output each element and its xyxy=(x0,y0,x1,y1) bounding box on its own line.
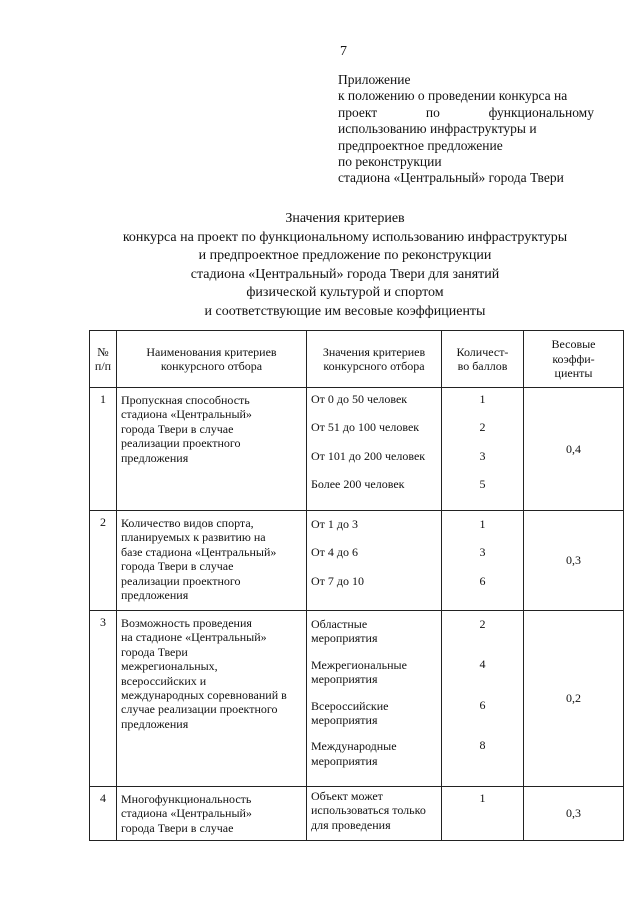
appendix-header xyxy=(338,72,594,187)
value-line: мероприятия xyxy=(311,753,378,768)
name-line: предложения xyxy=(121,450,189,465)
row-number: 2 xyxy=(90,511,117,611)
page-number: 7 xyxy=(340,44,347,59)
name-line: предложения xyxy=(121,716,189,731)
appendix-justified-line xyxy=(338,105,594,121)
criterion-points xyxy=(442,787,524,841)
name-line: города Твери в случае xyxy=(121,421,234,436)
name-line: стадиона «Центральный» xyxy=(121,806,252,821)
value-item: От 7 до 10 xyxy=(311,573,365,588)
name-line: планируемых к развитию на xyxy=(121,530,266,545)
row-number: 1 xyxy=(90,388,117,511)
table-row xyxy=(90,611,624,787)
title-line: физической культурой и спортом xyxy=(246,285,444,300)
value-line: Международные xyxy=(311,739,397,754)
weight-value: 0,2 xyxy=(524,611,624,787)
value-item: Более 200 человек xyxy=(311,477,405,492)
row-number: 3 xyxy=(90,611,117,787)
value-item xyxy=(307,739,441,768)
name-line: на стадионе «Центральный» xyxy=(121,630,267,645)
appendix-line: к положению о проведении конкурса на xyxy=(338,88,568,104)
name-line: города Твери в случае xyxy=(121,820,234,835)
table-row xyxy=(90,787,624,841)
header-no xyxy=(90,331,117,388)
criterion-values xyxy=(307,611,442,787)
title-line: и соответствующие им весовые коэффициенты xyxy=(204,303,486,319)
header-text: п/п xyxy=(94,359,112,373)
criterion-values xyxy=(307,511,442,611)
name-line: международных соревнований в xyxy=(121,688,287,703)
header-text: Количест- xyxy=(456,344,509,359)
appendix-line: стадиона «Центральный» города Твери xyxy=(338,170,564,186)
criterion-values xyxy=(307,787,442,841)
value-item: От 4 до 6 xyxy=(311,545,359,560)
title-line: конкурса на проект по функциональному использованию инфраструктуры xyxy=(122,229,568,245)
points-item: 6 xyxy=(479,697,486,712)
value-item: От 0 до 50 человек xyxy=(311,392,408,406)
value-item: От 101 до 200 человек xyxy=(311,448,426,463)
criterion-name xyxy=(117,511,307,611)
header-text: циенты xyxy=(554,366,593,381)
name-line: реализации проектного xyxy=(121,436,241,451)
header-text: Значения критериев xyxy=(322,344,426,359)
header-text: во баллов xyxy=(457,359,508,373)
criterion-values xyxy=(307,388,442,511)
appendix-line: Приложение xyxy=(338,72,411,87)
value-line: мероприятия xyxy=(311,713,378,728)
name-line: города Твери xyxy=(121,644,188,659)
value-line: Межрегиональные xyxy=(311,657,407,672)
criterion-points xyxy=(442,388,524,511)
weight-value: 0,4 xyxy=(524,388,624,511)
table-header-row xyxy=(90,331,624,388)
name-line: базе стадиона «Центральный» xyxy=(121,544,277,559)
appendix-word: проект xyxy=(338,104,378,120)
header-points xyxy=(442,331,524,388)
name-line: межрегиональных, xyxy=(121,659,218,674)
name-line: случае реализации проектного xyxy=(121,702,278,717)
value-item xyxy=(307,658,441,687)
points-item: 2 xyxy=(479,617,486,631)
weight-value: 0,3 xyxy=(524,511,624,611)
value-item xyxy=(307,699,441,728)
appendix-word: функциональному xyxy=(488,104,594,120)
title-line: Значения критериев xyxy=(285,211,405,226)
name-line: стадиона «Центральный» xyxy=(121,407,252,422)
weight-value: 0,3 xyxy=(524,787,624,841)
name-line: реализации проектного xyxy=(121,573,241,588)
header-text: коэффи- xyxy=(552,351,595,366)
title-line: стадиона «Центральный» города Твери для занятий xyxy=(190,266,500,282)
value-line: Всероссийские xyxy=(311,698,389,713)
header-text: Наименования критериев xyxy=(146,344,277,359)
value-item: От 51 до 100 человек xyxy=(311,420,420,435)
criterion-points xyxy=(442,511,524,611)
appendix-word: по xyxy=(425,104,440,120)
name-line: всероссийских и xyxy=(121,673,207,688)
name-line: Количество видов спорта, xyxy=(121,516,254,530)
name-line: Многофункциональность xyxy=(121,792,252,806)
value-item: От 1 до 3 xyxy=(311,517,359,531)
points-item: 8 xyxy=(479,738,486,753)
table-row xyxy=(90,511,624,611)
value-line: Областные xyxy=(311,617,368,631)
points-item: 4 xyxy=(479,657,486,672)
value-line: мероприятия xyxy=(311,631,378,646)
points-item: 1 xyxy=(479,517,486,531)
value-item xyxy=(307,617,441,646)
criteria-table xyxy=(89,330,624,841)
criterion-name xyxy=(117,787,307,841)
value-line: Объект может xyxy=(311,789,383,803)
row-number: 4 xyxy=(90,787,117,841)
points-item: 2 xyxy=(479,420,486,435)
value-line: мероприятия xyxy=(311,672,378,687)
name-line: города Твери в случае xyxy=(121,559,234,574)
header-values xyxy=(307,331,442,388)
value-line: для проведения xyxy=(311,817,391,832)
criterion-name xyxy=(117,611,307,787)
appendix-line: по реконструкции xyxy=(338,154,442,170)
header-weight xyxy=(524,331,624,388)
document-title xyxy=(60,210,630,321)
header-text: конкурсного отбора xyxy=(160,359,263,373)
header-text: конкурсного отбора xyxy=(323,359,425,373)
name-line: Пропускная способность xyxy=(121,393,250,407)
appendix-line: использованию инфраструктуры и xyxy=(338,121,537,137)
points-item: 1 xyxy=(479,791,486,805)
name-line: предложения xyxy=(121,588,189,603)
points-item: 5 xyxy=(479,477,486,492)
header-name xyxy=(117,331,307,388)
header-text: Весовые xyxy=(551,337,596,352)
header-text: № xyxy=(97,344,109,359)
value-line: использоваться только xyxy=(311,803,426,818)
points-item: 1 xyxy=(479,392,486,406)
title-line: и предпроектное предложение по реконструкции xyxy=(198,248,492,263)
points-item: 3 xyxy=(479,448,486,463)
name-line: Возможность проведения xyxy=(121,616,252,630)
criterion-name xyxy=(117,388,307,511)
points-item: 3 xyxy=(479,545,486,560)
appendix-line: предпроектное предложение xyxy=(338,137,503,153)
criterion-points xyxy=(442,611,524,787)
table-row xyxy=(90,388,624,511)
points-item: 6 xyxy=(479,573,486,588)
